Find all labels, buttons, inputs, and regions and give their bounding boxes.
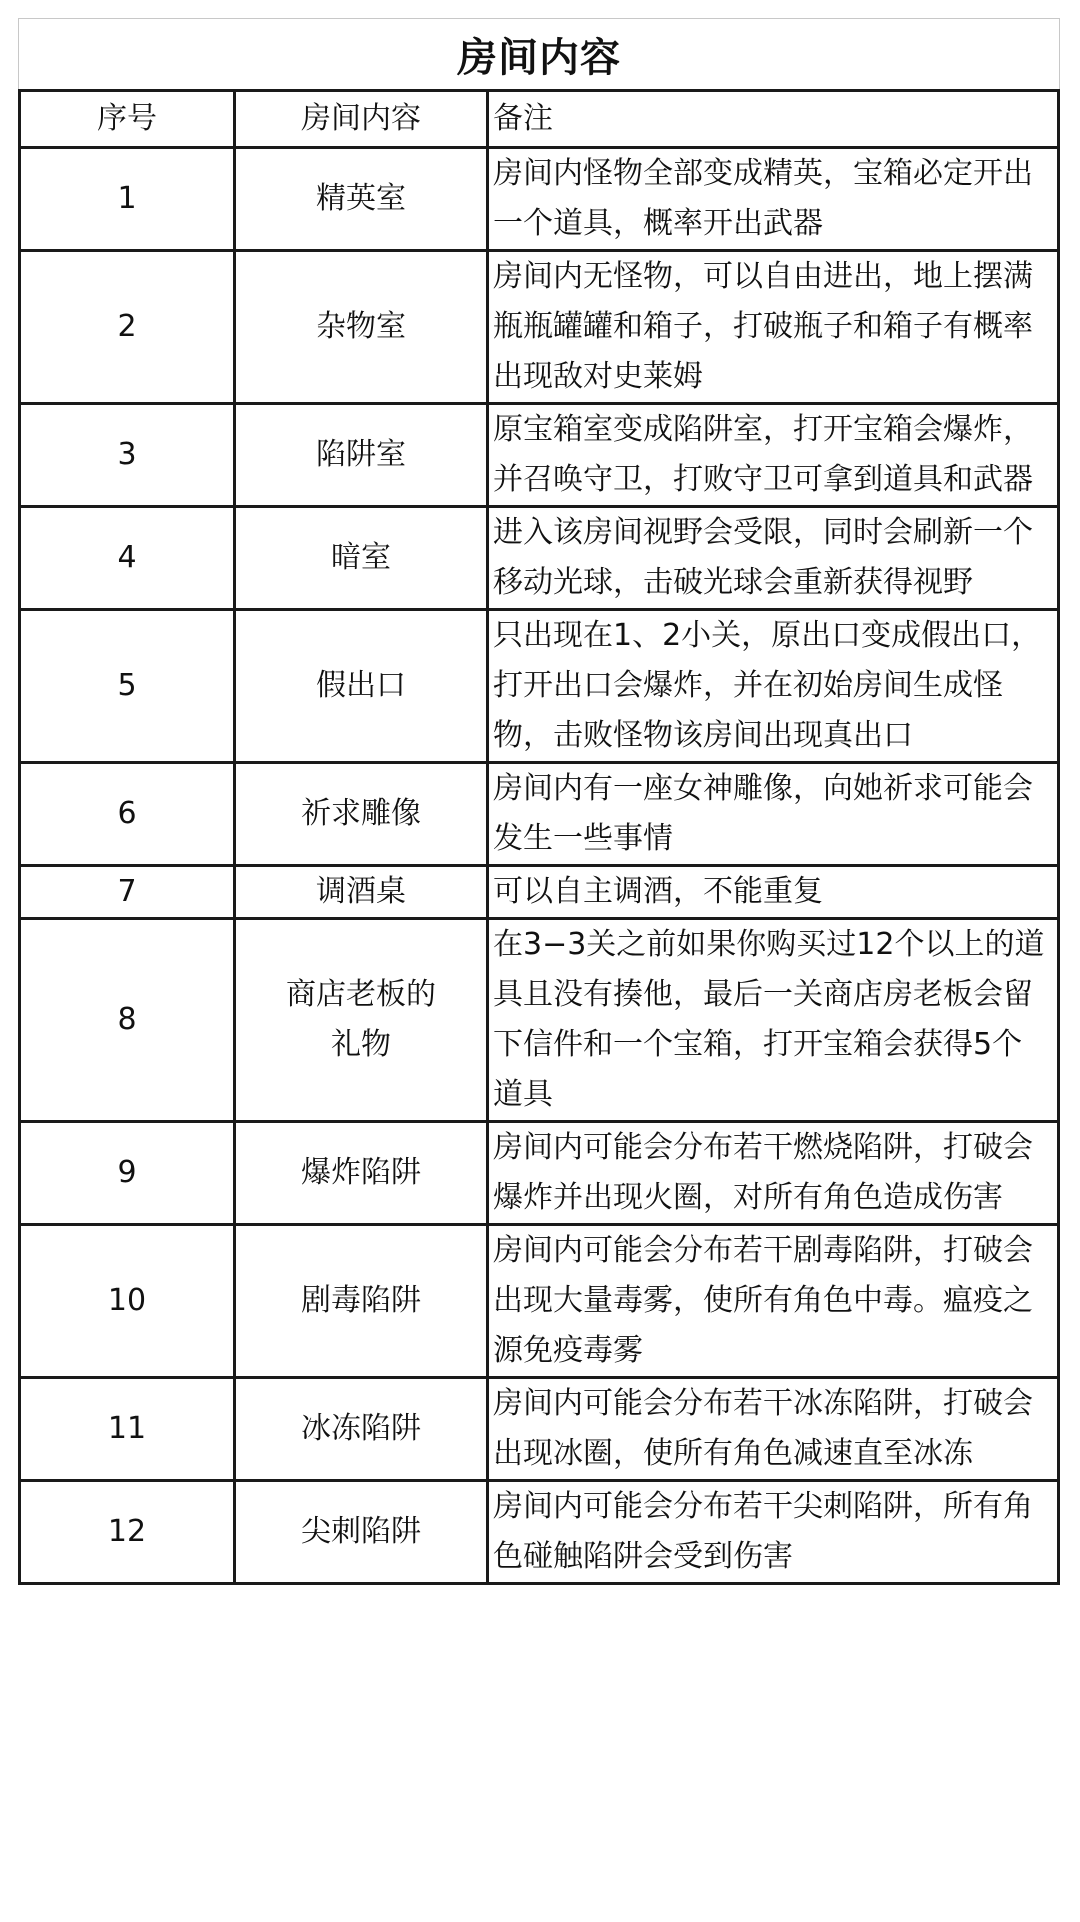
table-row [20, 1481, 1059, 1584]
row-num: 10 [20, 1225, 235, 1378]
row-name-text: 假出口 [316, 668, 406, 703]
row-note: 可以自主调酒，不能重复 [488, 866, 1059, 919]
row-note: 房间内可能会分布若干剧毒陷阱，打破会出现大量毒雾，使所有角色中毒。瘟疫之源免疫毒雾 [488, 1225, 1059, 1378]
row-name-text: 尖刺陷阱 [301, 1514, 421, 1549]
row-name [235, 148, 488, 251]
row-name-text: 爆炸陷阱 [301, 1155, 421, 1190]
row-num: 1 [20, 148, 235, 251]
row-note: 进入该房间视野会受限，同时会刷新一个移动光球，击破光球会重新获得视野 [488, 507, 1059, 610]
row-name [235, 919, 488, 1122]
row-num: 2 [20, 251, 235, 404]
row-num: 7 [20, 866, 235, 919]
room-content-table [18, 89, 1060, 1585]
row-num: 9 [20, 1122, 235, 1225]
row-num: 5 [20, 610, 235, 763]
row-name [235, 507, 488, 610]
table-row [20, 251, 1059, 404]
row-name [235, 1378, 488, 1481]
row-num: 12 [20, 1481, 235, 1584]
row-name [235, 1225, 488, 1378]
row-note: 原宝箱室变成陷阱室，打开宝箱会爆炸，并召唤守卫，打败守卫可拿到道具和武器 [488, 404, 1059, 507]
table-row [20, 919, 1059, 1122]
row-name [235, 1481, 488, 1584]
row-name-text: 调酒桌 [316, 874, 406, 909]
table-row [20, 404, 1059, 507]
row-num: 3 [20, 404, 235, 507]
row-note: 房间内可能会分布若干冰冻陷阱，打破会出现冰圈，使所有角色减速直至冰冻 [488, 1378, 1059, 1481]
table-row [20, 507, 1059, 610]
table-row [20, 866, 1059, 919]
table-row [20, 1378, 1059, 1481]
row-num: 4 [20, 507, 235, 610]
row-name [235, 866, 488, 919]
row-name-text: 剧毒陷阱 [301, 1283, 421, 1318]
row-name [235, 763, 488, 866]
row-name [235, 404, 488, 507]
row-name-text: 商店老板的礼物 [286, 977, 436, 1062]
row-name-text: 陷阱室 [316, 437, 406, 472]
header-note: 备注 [488, 91, 1059, 148]
table-row [20, 148, 1059, 251]
row-note: 房间内无怪物，可以自由进出，地上摆满瓶瓶罐罐和箱子，打破瓶子和箱子有概率出现敌对史莱姆 [488, 251, 1059, 404]
row-note: 在3−3关之前如果你购买过12个以上的道具且没有揍他，最后一关商店房老板会留下信件和一个宝箱，打开宝箱会获得5个道具 [488, 919, 1059, 1122]
header-name: 房间内容 [235, 91, 488, 148]
row-note: 房间内有一座女神雕像，向她祈求可能会发生一些事情 [488, 763, 1059, 866]
header-row [20, 91, 1059, 148]
sheet-title: 房间内容 [18, 18, 1060, 89]
row-num: 8 [20, 919, 235, 1122]
row-name [235, 610, 488, 763]
row-name [235, 1122, 488, 1225]
row-name-text: 杂物室 [316, 309, 406, 344]
row-note: 房间内可能会分布若干燃烧陷阱，打破会爆炸并出现火圈，对所有角色造成伤害 [488, 1122, 1059, 1225]
room-content-sheet [18, 18, 1060, 1585]
table-row [20, 1225, 1059, 1378]
row-name-text: 祈求雕像 [301, 796, 421, 831]
row-name-text: 冰冻陷阱 [301, 1411, 421, 1446]
row-note: 房间内怪物全部变成精英，宝箱必定开出一个道具，概率开出武器 [488, 148, 1059, 251]
row-name-text: 精英室 [316, 181, 406, 216]
table-row [20, 763, 1059, 866]
row-num: 11 [20, 1378, 235, 1481]
row-num: 6 [20, 763, 235, 866]
table-row [20, 1122, 1059, 1225]
row-name [235, 251, 488, 404]
row-note: 房间内可能会分布若干尖刺陷阱，所有角色碰触陷阱会受到伤害 [488, 1481, 1059, 1584]
row-note: 只出现在1、2小关，原出口变成假出口，打开出口会爆炸，并在初始房间生成怪物，击败怪物该房间出现真出口 [488, 610, 1059, 763]
row-name-text: 暗室 [331, 540, 391, 575]
header-num: 序号 [20, 91, 235, 148]
table-row [20, 610, 1059, 763]
